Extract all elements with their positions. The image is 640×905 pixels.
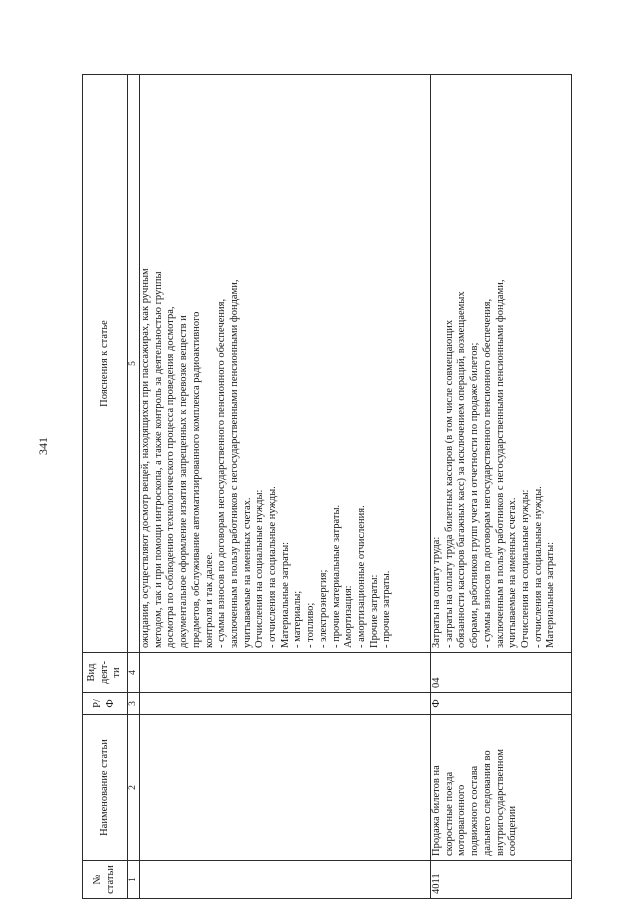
column-number: 4 <box>128 653 140 693</box>
column-number: 3 <box>128 693 140 715</box>
explanation-line: - суммы взносов по договорам негосударственного пенсионного обеспечения, <box>481 298 493 648</box>
explanation-line: - топливо; <box>305 602 317 648</box>
explanation-line: Амортизация: <box>343 585 355 648</box>
explanation-line: сборами, работников групп учета и отчетности по продаже билетов; <box>469 342 481 648</box>
table-row <box>431 75 572 899</box>
item-name-line: скоростные поезда <box>443 771 455 856</box>
header-item-number: № статьи <box>83 861 128 899</box>
item-number-cell <box>140 861 431 899</box>
explanation-line: Отчисления на социальные нужды: <box>254 489 266 648</box>
header-activity-type: Вид деят-ти <box>83 653 128 693</box>
item-name-line: моторвагонного <box>456 784 468 856</box>
explanation-line: досмотра по соблюдению технологического процесса проведения досмотра, <box>165 306 177 648</box>
explanation-line: методом, так и при помощи интроскопа, а также контроль за деятельностью группы <box>152 271 164 648</box>
rotated-table-container <box>82 74 614 899</box>
explanation-line: Отчисления на социальные нужды: <box>519 489 531 648</box>
explanation-line: обязанности кассиров багажных касс) за исключением операций, возмещаемых <box>456 291 468 648</box>
explanation-line: документальное оформление изъятия запрещенных к перевозке веществ и <box>178 315 190 648</box>
explanation-line: предметов, обслуживание автоматизированного комплекса радиоактивного <box>190 311 202 648</box>
item-number-cell: 4011 <box>431 861 572 899</box>
item-name-cell <box>431 715 572 861</box>
column-number-row <box>128 75 140 899</box>
item-name-cell <box>140 715 431 861</box>
explanation-line: Прочие затраты: <box>368 574 380 648</box>
header-explanation: Пояснения к статье <box>83 75 128 653</box>
explanation-line: ожидания, осуществляют досмотр вещей, находящихся при пассажирах, как ручным <box>140 268 151 648</box>
rf-cell: Ф <box>431 693 572 715</box>
explanation-line: - суммы взносов по договорам негосударственного пенсионного обеспечения, <box>216 298 228 648</box>
activity-cell <box>140 653 431 693</box>
item-name-line: дальнего следования во <box>481 750 493 856</box>
rf-cell <box>140 693 431 715</box>
explanation-line: Материальные затраты: <box>279 541 291 648</box>
explanation-line: - прочие материальные затраты. <box>330 504 342 648</box>
explanation-line: - амортизационные отчисления. <box>355 505 367 648</box>
explanation-line: - прочие затраты. <box>381 570 393 648</box>
explanation-line: - отчисления на социальные нужды. <box>532 486 544 648</box>
table-row <box>140 75 431 899</box>
page-number: 341 <box>36 437 50 455</box>
explanation-line: Материальные затраты: <box>545 541 557 648</box>
explanation-line: - затраты на оплату труда билетных кассиров (в том числе совмещающих <box>443 319 455 648</box>
explanation-line: - электроэнергия; <box>317 569 329 648</box>
item-name-line: сообщении <box>507 805 519 856</box>
explanation-line: контроля и так далее. <box>203 552 215 648</box>
item-name-line: Продажа билетов на <box>431 765 442 856</box>
explanation-line: учитываемые на именных счетах. <box>241 497 253 648</box>
activity-cell: 04 <box>431 653 572 693</box>
cost-items-table <box>82 74 572 899</box>
item-name-line: подвижного состава <box>469 765 481 856</box>
explanation-line: заключенным в пользу работников с негосударственными пенсионными фондами, <box>494 279 506 648</box>
item-name-line: внутригосударственном <box>494 748 506 856</box>
column-number: 1 <box>128 861 140 899</box>
explanation-cell <box>140 75 431 653</box>
explanation-line: - материалы; <box>292 590 304 648</box>
explanation-line: Затраты на оплату труда: <box>431 536 442 648</box>
header-rf: Р/Ф <box>83 693 128 715</box>
column-number: 5 <box>128 75 140 653</box>
explanation-cell <box>431 75 572 653</box>
column-number: 2 <box>128 715 140 861</box>
header-item-name: Наименование статьи <box>83 715 128 861</box>
explanation-line: заключенным в пользу работников с негосударственными пенсионными фондами, <box>228 279 240 648</box>
explanation-line: - отчисления на социальные нужды. <box>267 486 279 648</box>
explanation-line: учитываемые на именных счетах. <box>507 497 519 648</box>
table-header-row <box>83 75 128 899</box>
